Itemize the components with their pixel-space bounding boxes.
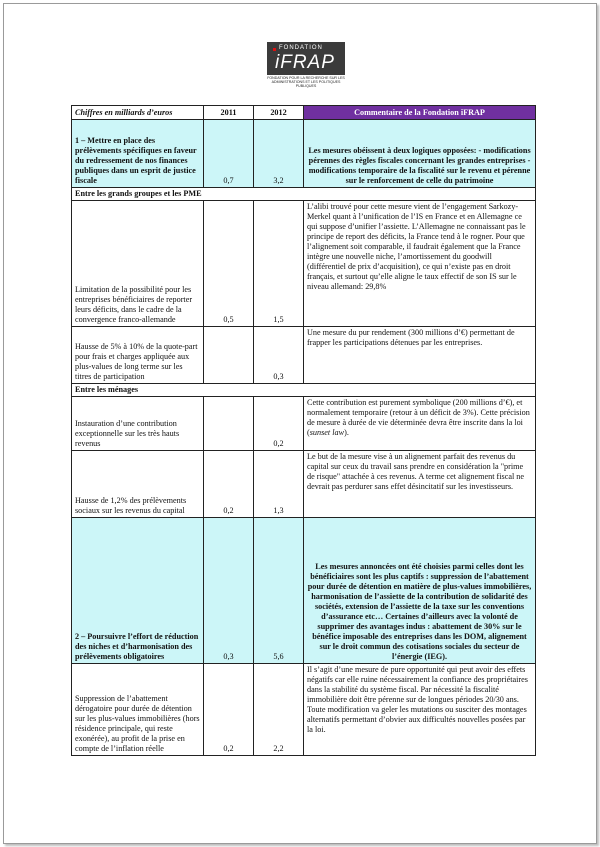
table-row <box>72 518 536 664</box>
table-header-row <box>72 106 536 120</box>
table-row <box>72 397 536 451</box>
table-row <box>72 201 536 327</box>
table-row <box>72 664 536 756</box>
row-comment: Il s’agit d’une mesure de pure opportunité qui peut avoir des effets négatifs car elle ruine nécessairement la confiance des propriétaires dans la stabilité du système fiscal. Par nécessité la fiscalité immobilière doit être pérenne sur de longues périodes 20/30 ans. Toute modification va geler les mutations ou susciter des montages alternatifs permettant d’obvier aux difficultés nouvelles posées par la loi. <box>304 664 536 756</box>
row-value-2012: 1,3 <box>254 451 304 518</box>
row-comment: Le but de la mesure vise à un alignement parfait des revenus du capital sur ceux du travail sans prendre en considération la "prime de risque" attachée à ces revenus. A terme cet alignement fiscal ne devrait pas perdurer sans effet désincitatif sur les investisseurs. <box>304 451 536 518</box>
row-value-2011: 0,7 <box>204 120 254 188</box>
row-value-2012: 5,6 <box>254 518 304 664</box>
table-row <box>72 451 536 518</box>
row-value-2011: 0,2 <box>204 664 254 756</box>
row-value-2012: 0,2 <box>254 397 304 451</box>
header-label: Chiffres en milliards d’euros <box>72 106 204 120</box>
row-value-2012: 3,2 <box>254 120 304 188</box>
row-value-2011: 0,2 <box>204 451 254 518</box>
row-label: 2 – Poursuivre l’effort de réduction des niches et d’harmonisation des prélèvements obligatoires <box>72 518 204 664</box>
header-year-2011: 2011 <box>204 106 254 120</box>
row-label: Hausse de 1,2% des prélèvements sociaux sur les revenus du capital <box>72 451 204 518</box>
logo-fondation-text: FONDATION <box>279 45 323 51</box>
row-value-2012: 1,5 <box>254 201 304 327</box>
row-value-2012: 0,3 <box>254 327 304 384</box>
row-label: Hausse de 5% à 10% de la quote-part pour frais et charges appliquée aux plus-values de long terme sur les titres de participation <box>72 327 204 384</box>
row-value-2011: 0,3 <box>204 518 254 664</box>
header-comment-title: Commentaire de la Fondation iFRAP <box>304 106 536 120</box>
section-title: Entre les ménages <box>72 384 536 397</box>
row-value-2011 <box>204 327 254 384</box>
row-comment-text: Cette contribution est purement symbolique (200 millions d’€), et normalement temporaire (retour à un déficit de 3%). Cette précision de mesure à durée de vie déterminée devra être inscrite dans la loi ( <box>307 398 530 437</box>
row-comment-text-end: ). <box>344 428 349 437</box>
table-row <box>72 327 536 384</box>
logo-red-square <box>273 48 276 51</box>
row-comment: Les mesures annoncées ont été choisies parmi celles dont les bénéficiaires sont les plus captifs : suppression de l’abattement pour durée de détention en matière de plus-values immobilières, harmonisation de l’assiette de la contribution de solidarité des sociétés, extension de l’assiette de la taxe sur les conventions d’assurance etc… Certaines d’ailleurs avec la volonté de supprimer des avantages indus : abattement de 30% sur le bénéfice imposable des entreprises dans les DOM, alignement sur le droit commun des cotisations sociales du secteur de l’énergie (IEG). <box>304 518 536 664</box>
row-comment: Les mesures obéissent à deux logiques opposées: - modifications pérennes des règles fiscales concernant les grandes entreprises - modifications temporaire de la fiscalité sur le revenu et pérenne sur le renforcement de celle du patrimoine <box>304 120 536 188</box>
section-row <box>72 384 536 397</box>
document-page <box>3 3 597 844</box>
ifrap-logo <box>267 42 345 86</box>
row-comment-emphasis: sunset law <box>309 428 345 437</box>
row-label: Limitation de la possibilité pour les entreprises bénéficiaires de reporter leurs déficits, dans le cadre de la convergence franco-allemande <box>72 201 204 327</box>
section-title: Entre les grands groupes et les PME <box>72 188 536 201</box>
row-value-2011: 0,5 <box>204 201 254 327</box>
row-value-2012: 2,2 <box>254 664 304 756</box>
measures-table <box>71 105 536 756</box>
row-comment <box>304 397 536 451</box>
row-label: Suppression de l’abattement dérogatoire pour durée de détention sur les plus-values immobilières (hors résidence principale, qui reste exonérée), au profit de la prise en compte de l’inflation réelle <box>72 664 204 756</box>
row-comment: L’alibi trouvé pour cette mesure vient de l’engagement Sarkozy-Merkel quant à l’unification de l’IS en France et en Allemagne ce qui suppose d’unifier l’assiette. L’Allemagne ne connaissant pas le principe de report des déficits, la France tend à le rogner. Pour que l’alignement soit comparable, il faudrait également que la France intègre une nouvelle niche, l’amortissement du goodwill (différentiel de prix d’acquisition), ce qui n’existe pas en droit français, et surtout qu’elle aligne le taux effectif de son IS sur le niveau allemand: 29,8% <box>304 201 536 327</box>
row-label: Instauration d’une contribution exceptionnelle sur les très hauts revenus <box>72 397 204 451</box>
row-value-2011 <box>204 397 254 451</box>
logo-tagline: FONDATION POUR LA RECHERCHE SUR LES ADMINISTRATIONS ET LES POLITIQUES PUBLIQUES <box>267 76 345 88</box>
row-label: 1 – Mettre en place des prélèvements spécifiques en faveur du redressement de nos finances publiques dans un esprit de justice fiscale <box>72 120 204 188</box>
logo-name-text: iFRAP <box>275 52 335 73</box>
row-comment: Une mesure du pur rendement (300 millions d’€) permettant de frapper les participations détenues par les entreprises. <box>304 327 536 384</box>
table-row <box>72 120 536 188</box>
header-year-2012: 2012 <box>254 106 304 120</box>
section-row <box>72 188 536 201</box>
